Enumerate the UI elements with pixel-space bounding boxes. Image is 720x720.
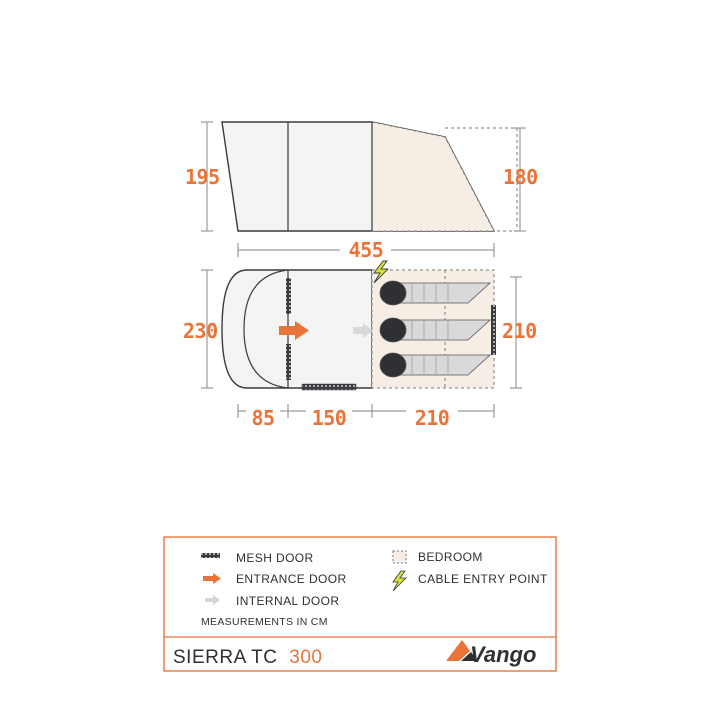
floor-plan-segment-2: 150	[311, 406, 347, 430]
model-name-text: SIERRA TC	[173, 647, 278, 668]
total-length-label: 455	[348, 238, 384, 262]
legend-bedroom: BEDROOM	[418, 550, 483, 564]
mesh-door	[491, 305, 496, 355]
side-view	[185, 122, 538, 231]
model-name	[173, 647, 322, 668]
side-view-height-right: 180	[503, 165, 538, 189]
legend	[164, 537, 556, 671]
side-view-height-left: 195	[185, 165, 220, 189]
total-length-dimension	[238, 238, 494, 262]
brand-name: Vango	[470, 642, 537, 667]
legend-units-note: MEASUREMENTS IN CM	[201, 616, 328, 628]
side-view-bedroom	[372, 122, 494, 231]
floor-plan	[183, 261, 537, 430]
mesh-door-icon	[201, 553, 220, 558]
legend-mesh-door: MESH DOOR	[236, 551, 314, 565]
floor-plan-segment-3: 210	[414, 406, 450, 430]
legend-entrance-door: ENTRANCE DOOR	[236, 572, 347, 586]
floor-plan-segment-1: 85	[251, 406, 275, 430]
floor-plan-width-right: 210	[502, 319, 537, 343]
mesh-door	[302, 384, 356, 390]
mesh-door	[286, 278, 291, 314]
mesh-door	[286, 344, 291, 380]
legend-internal-door: INTERNAL DOOR	[236, 594, 340, 608]
model-number: 300	[289, 647, 323, 668]
legend-cable-entry-point: CABLE ENTRY POINT	[418, 572, 548, 586]
bedroom-icon	[393, 551, 406, 563]
floor-plan-width-left: 230	[183, 319, 218, 343]
